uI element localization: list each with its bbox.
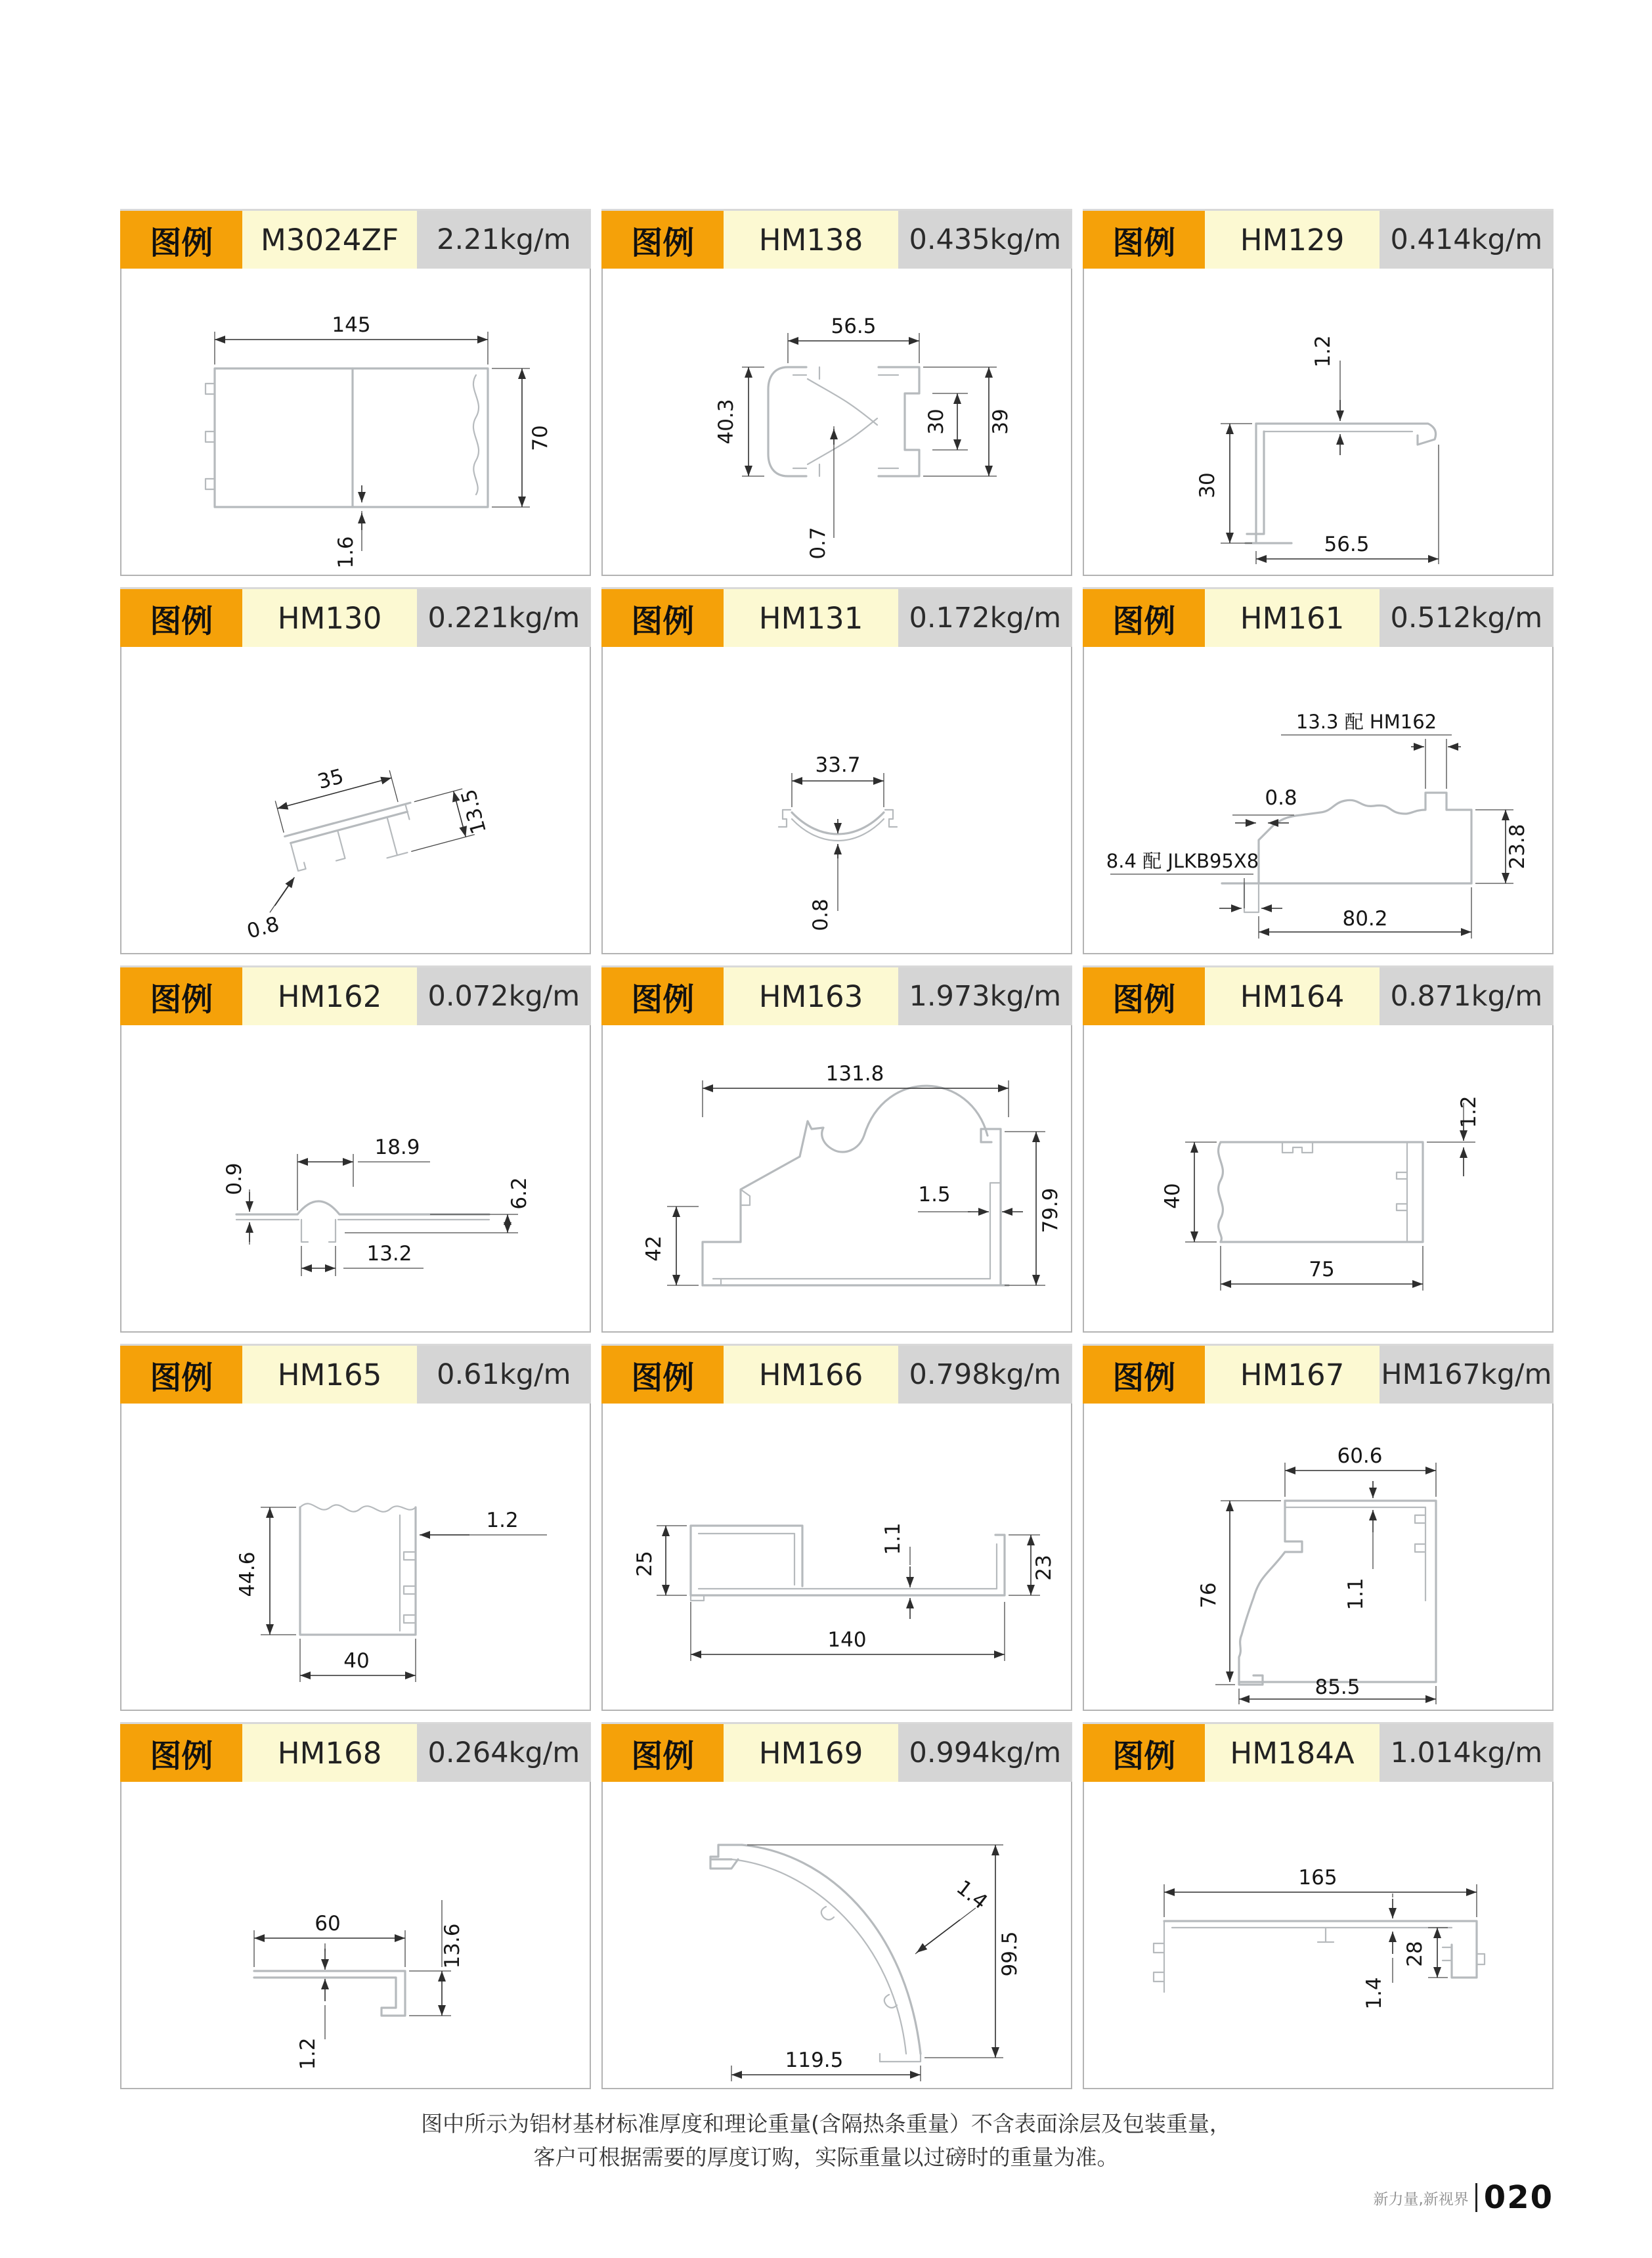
dimension-label: 140	[827, 1628, 867, 1652]
dimension-lines	[1110, 735, 1513, 939]
legend-label: 图例	[120, 967, 242, 1025]
profile-drawing	[603, 1404, 1071, 1710]
dimension-label: 13.3 配 HM162	[1295, 711, 1437, 733]
divider	[1475, 2183, 1477, 2212]
profile-cell	[1083, 209, 1554, 576]
unit-weight: 0.435kg/m	[898, 211, 1072, 269]
dimension-label: 1.2	[486, 1509, 519, 1532]
cell-header	[1083, 1344, 1554, 1404]
profile-drawing	[1084, 1404, 1552, 1710]
drawing-area	[1083, 269, 1554, 576]
dimension-label: 0.8	[1265, 786, 1297, 810]
dimension-label: 70	[529, 425, 552, 451]
dimension-label: 28	[1403, 1941, 1427, 1967]
dimension-label: 1.4	[1362, 1977, 1386, 2010]
model-name: HM167	[1205, 1346, 1379, 1404]
profile-outline	[1219, 1142, 1423, 1242]
model-name: M3024ZF	[242, 211, 416, 269]
profile-catalog-grid	[120, 209, 1554, 2089]
dimension-label: 1.1	[1344, 1578, 1368, 1610]
dimension-label: 76	[1197, 1582, 1221, 1608]
dimension-label: 40.3	[714, 399, 738, 445]
dimension-label: 8.4 配 JLKB95X8	[1106, 850, 1259, 872]
profile-outline	[1246, 424, 1436, 543]
dimension-label: 131.8	[825, 1062, 884, 1086]
profile-cell	[601, 965, 1072, 1333]
dimension-lines	[1215, 1463, 1436, 1704]
model-name: HM168	[242, 1724, 416, 1782]
profile-outline	[703, 1086, 1009, 1285]
dimension-label: 85.5	[1315, 1675, 1360, 1699]
drawing-area	[601, 1782, 1072, 2089]
model-name: HM165	[242, 1346, 416, 1404]
model-name: HM166	[724, 1346, 898, 1404]
drawing-area	[120, 1782, 591, 2089]
profile-drawing	[1084, 1025, 1552, 1331]
dimension-label: 80.2	[1342, 907, 1388, 931]
dimension-label: 1.4	[951, 1875, 992, 1915]
drawing-area	[601, 647, 1072, 954]
profile-cell	[120, 965, 591, 1333]
drawing-area	[1083, 1404, 1554, 1711]
brand-slogan: 新力量,新视界	[1373, 2190, 1469, 2208]
profile-outline	[1222, 793, 1471, 912]
dimension-label: 13.5	[456, 786, 492, 837]
legend-label: 图例	[601, 1346, 724, 1404]
page-number: 020	[1483, 2179, 1554, 2216]
dimension-lines	[667, 1080, 1045, 1285]
dimension-label: 30	[924, 409, 948, 435]
cell-header	[120, 587, 591, 647]
cell-header	[1083, 965, 1554, 1025]
drawing-area	[601, 1025, 1072, 1333]
dimension-label: 0.7	[806, 527, 830, 560]
cell-header	[120, 1722, 591, 1782]
unit-weight: 0.172kg/m	[898, 589, 1072, 647]
dimension-label: 1.6	[334, 536, 358, 569]
unit-weight: 2.21kg/m	[417, 211, 591, 269]
model-name: HM164	[1205, 967, 1379, 1025]
footer-note-line1: 图中所示为铝材基材标准厚度和理论重量(含隔热条重量）不含表面涂层及包装重量，	[421, 2111, 1231, 2136]
cell-header	[1083, 1722, 1554, 1782]
dimension-lines	[742, 333, 997, 538]
legend-label: 图例	[1083, 1724, 1205, 1782]
dimension-label: 33.7	[815, 753, 861, 777]
drawing-area	[1083, 1782, 1554, 2089]
unit-weight: 0.871kg/m	[1380, 967, 1554, 1025]
profile-cell	[120, 587, 591, 954]
legend-label: 图例	[1083, 589, 1205, 647]
profile-outline	[254, 1971, 405, 2016]
profile-drawing	[121, 1404, 590, 1710]
profile-outline	[206, 368, 488, 507]
dimension-lines	[1164, 1884, 1477, 1983]
unit-weight: 0.072kg/m	[417, 967, 591, 1025]
profile-drawing	[121, 1782, 590, 2088]
profile-drawing	[603, 1025, 1071, 1331]
legend-label: 图例	[1083, 1346, 1205, 1404]
legend-label: 图例	[120, 1724, 242, 1782]
unit-weight: 0.221kg/m	[417, 589, 591, 647]
unit-weight: 1.973kg/m	[898, 967, 1072, 1025]
model-name: HM169	[724, 1724, 898, 1782]
dimension-lines	[215, 332, 530, 551]
profile-outline	[691, 1526, 1005, 1601]
dimension-label: 40	[343, 1649, 370, 1673]
dimension-label: 1.2	[296, 2037, 320, 2070]
unit-weight: HM167kg/m	[1380, 1346, 1554, 1404]
profile-cell	[1083, 965, 1554, 1333]
profile-drawing	[121, 647, 590, 953]
profile-cell	[601, 209, 1072, 576]
dimension-label: 0.8	[244, 912, 282, 944]
profile-drawing	[603, 269, 1071, 575]
dimension-label: 23	[1032, 1555, 1056, 1581]
profile-cell	[1083, 587, 1554, 954]
profile-drawing	[603, 647, 1071, 953]
dimension-label: 145	[332, 313, 371, 337]
dimension-label: 18.9	[374, 1136, 420, 1159]
legend-label: 图例	[601, 967, 724, 1025]
drawing-area	[120, 1025, 591, 1333]
drawing-area	[120, 1404, 591, 1711]
legend-label: 图例	[1083, 211, 1205, 269]
dimension-label: 35	[315, 764, 347, 794]
dimension-label: 1.5	[918, 1183, 951, 1206]
legend-label: 图例	[1083, 967, 1205, 1025]
cell-header	[120, 965, 591, 1025]
profile-drawing	[1084, 1782, 1552, 2088]
legend-label: 图例	[120, 1346, 242, 1404]
model-name: HM129	[1205, 211, 1379, 269]
unit-weight: 1.014kg/m	[1380, 1724, 1554, 1782]
profile-cell	[601, 1722, 1072, 2089]
dimension-lines	[792, 773, 884, 911]
profile-cell	[120, 1344, 591, 1711]
cell-header	[120, 1344, 591, 1404]
profile-cell	[1083, 1722, 1554, 2089]
dimension-label: 13.2	[366, 1242, 412, 1266]
drawing-area	[120, 269, 591, 576]
dimension-label: 165	[1298, 1866, 1337, 1890]
profile-cell	[1083, 1344, 1554, 1711]
dimension-label: 56.5	[1324, 533, 1370, 556]
profile-drawing	[121, 269, 590, 575]
dimension-label: 99.5	[998, 1931, 1022, 1977]
model-name: HM184A	[1205, 1724, 1379, 1782]
profile-drawing	[1084, 269, 1552, 575]
drawing-area	[1083, 1025, 1554, 1333]
profile-drawing	[1084, 647, 1552, 953]
dimension-label: 6.2	[508, 1177, 531, 1210]
drawing-area	[1083, 647, 1554, 954]
model-name: HM138	[724, 211, 898, 269]
unit-weight: 0.798kg/m	[898, 1346, 1072, 1404]
model-name: HM163	[724, 967, 898, 1025]
dimension-label: 119.5	[785, 2048, 844, 2072]
page-footer-brand	[1373, 2179, 1554, 2216]
dimension-label: 56.5	[831, 315, 877, 338]
dimension-label: 13.6	[441, 1923, 464, 1969]
profile-outline	[768, 367, 919, 476]
profile-outline	[236, 1201, 489, 1242]
drawing-area	[601, 269, 1072, 576]
unit-weight: 0.61kg/m	[417, 1346, 591, 1404]
dimension-label: 1.2	[1311, 335, 1335, 368]
profile-drawing	[121, 1025, 590, 1331]
cell-header	[601, 1722, 1072, 1782]
unit-weight: 0.512kg/m	[1380, 589, 1554, 647]
dimension-label: 60.6	[1337, 1444, 1383, 1468]
profile-cell	[120, 209, 591, 576]
cell-header	[120, 209, 591, 269]
profile-outline	[1239, 1501, 1436, 1685]
legend-label: 图例	[601, 211, 724, 269]
dimension-lines	[254, 1900, 451, 2039]
dimension-label: 40	[1161, 1183, 1185, 1209]
cell-header	[601, 587, 1072, 647]
cell-header	[601, 1344, 1072, 1404]
dimension-lines	[242, 753, 481, 912]
dimension-label: 30	[1196, 472, 1219, 498]
dimension-label: 0.9	[223, 1162, 246, 1195]
unit-weight: 0.264kg/m	[417, 1724, 591, 1782]
model-name: HM130	[242, 589, 416, 647]
cell-header	[1083, 209, 1554, 269]
dimension-label: 79.9	[1039, 1187, 1062, 1233]
drawing-area	[120, 647, 591, 954]
model-name: HM162	[242, 967, 416, 1025]
model-name: HM161	[1205, 589, 1379, 647]
dimension-label: 0.8	[809, 898, 833, 931]
cell-header	[601, 209, 1072, 269]
footer-note	[0, 2107, 1652, 2174]
profile-drawing	[603, 1782, 1071, 2088]
cell-header	[1083, 587, 1554, 647]
dimension-label: 42	[642, 1235, 666, 1262]
legend-label: 图例	[120, 589, 242, 647]
profile-outline	[710, 1845, 921, 2062]
profile-outline	[285, 803, 423, 882]
dimension-label: 25	[633, 1551, 657, 1577]
dimension-label: 75	[1309, 1258, 1335, 1281]
profile-cell	[601, 1344, 1072, 1711]
dimension-label: 1.1	[881, 1522, 905, 1555]
model-name: HM131	[724, 589, 898, 647]
drawing-area	[601, 1404, 1072, 1711]
unit-weight: 0.414kg/m	[1380, 211, 1554, 269]
legend-label: 图例	[601, 1724, 724, 1782]
unit-weight: 0.994kg/m	[898, 1724, 1072, 1782]
profile-cell	[120, 1722, 591, 2089]
dimension-label: 39	[989, 409, 1012, 435]
profile-cell	[601, 587, 1072, 954]
dimension-label: 1.2	[1457, 1096, 1481, 1128]
footer-note-line2: 客户可根据需要的厚度订购，实际重量以过磅时的重量为准。	[533, 2144, 1119, 2171]
legend-label: 图例	[120, 211, 242, 269]
dimension-label: 60	[315, 1912, 341, 1936]
cell-header	[601, 965, 1072, 1025]
legend-label: 图例	[601, 589, 724, 647]
dimension-label: 44.6	[236, 1551, 259, 1597]
profile-outline	[300, 1503, 416, 1635]
profile-outline	[1154, 1921, 1485, 1992]
dimension-label: 23.8	[1506, 824, 1529, 870]
